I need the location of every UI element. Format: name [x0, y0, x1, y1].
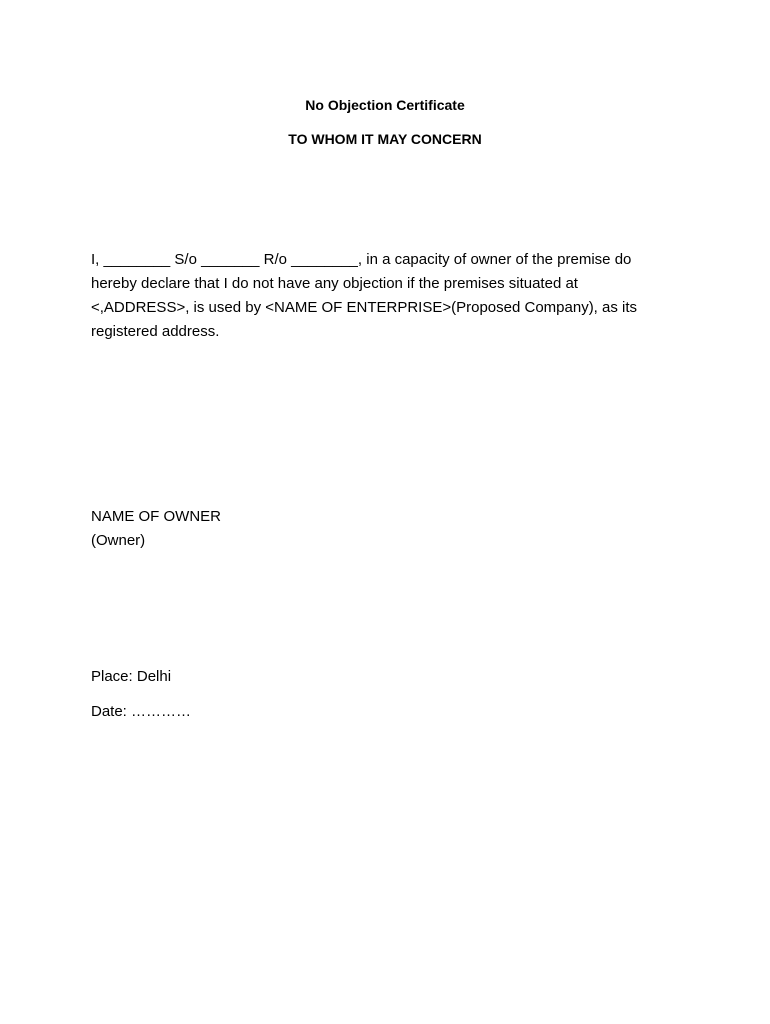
declaration-line: <,ADDRESS>, is used by <NAME OF ENTERPRISE>(Proposed Company), as its [91, 299, 638, 316]
declaration-line: registered address. [91, 323, 220, 340]
owner-name: NAME OF OWNER [91, 508, 221, 525]
declaration-line: hereby declare that I do not have any objection if the premises situated at [91, 275, 578, 292]
owner-role: (Owner) [91, 532, 146, 549]
date-line: Date: ………… [91, 703, 192, 720]
owner-signature-block [91, 505, 681, 553]
place-line: Place: Delhi [91, 668, 172, 685]
certificate-title: No Objection Certificate [305, 97, 465, 113]
declaration-line: I, ________ S/o _______ R/o ________, in a capacity of owner of the premise do [91, 251, 632, 268]
certificate-subtitle: TO WHOM IT MAY CONCERN [288, 131, 482, 147]
declaration-paragraph [91, 248, 681, 344]
